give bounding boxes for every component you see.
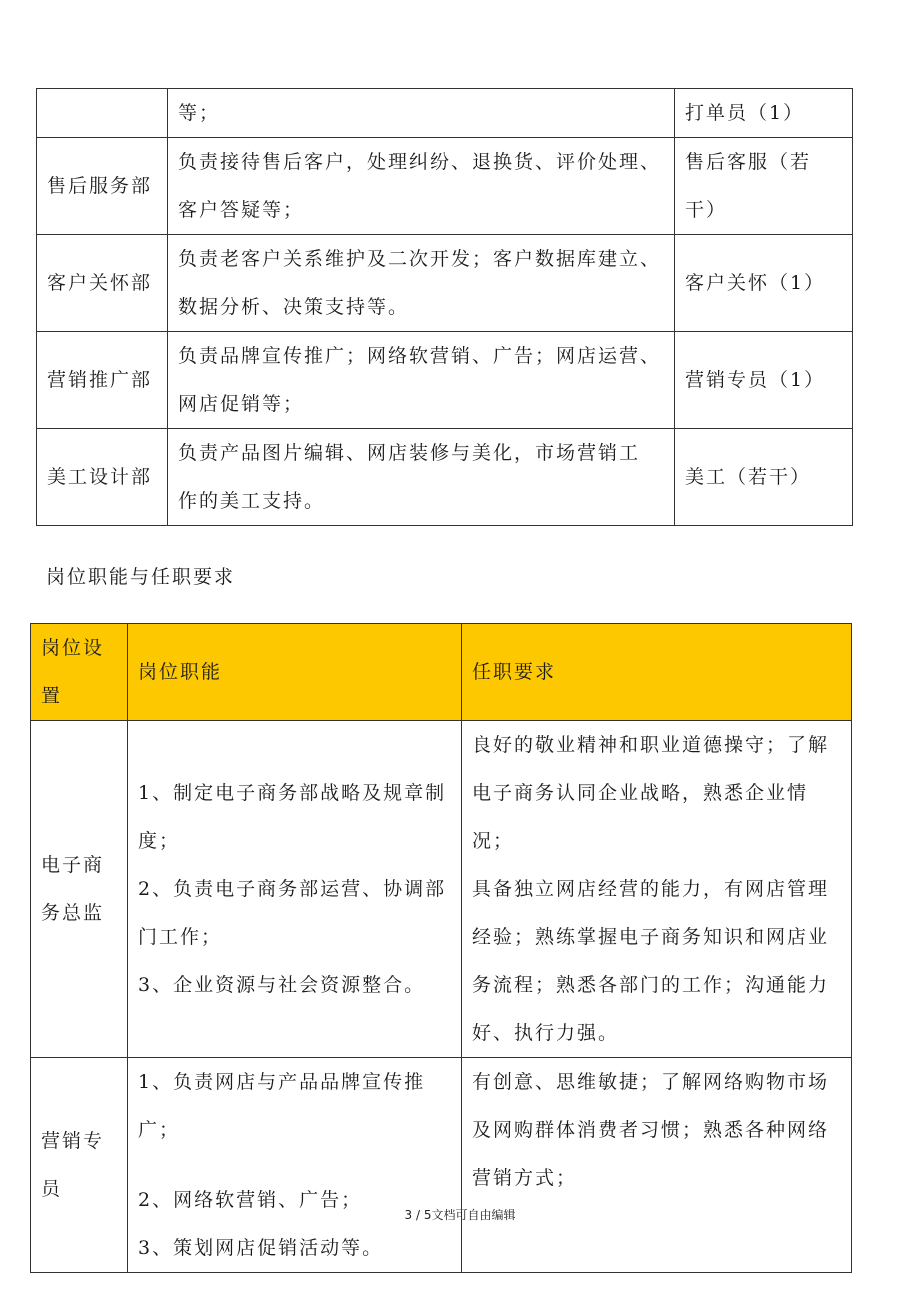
header-function-cell: 岗位职能 <box>128 624 462 721</box>
duty-cell: 负责产品图片编辑、网店装修与美化，市场营销工 作的美工支持。 <box>168 429 675 526</box>
staff-cell: 营销专员（1） <box>675 332 853 429</box>
department-cell: 客户关怀部 <box>37 235 168 332</box>
department-cell: 售后服务部 <box>37 138 168 235</box>
section-heading: 岗位职能与任职要求 <box>46 566 236 588</box>
duty-cell: 等； <box>168 89 675 138</box>
table-header-row <box>31 624 852 721</box>
staff-cell: 打单员（1） <box>675 89 853 138</box>
position-table <box>30 623 852 1273</box>
duty-cell: 负责品牌宣传推广；网络软营销、广告；网店运营、 网店促销等； <box>168 332 675 429</box>
header-requirement-cell: 任职要求 <box>462 624 852 721</box>
table-row <box>31 721 852 1058</box>
page-footer: 3 / 5文档可自由编辑 <box>404 1208 516 1222</box>
table-row <box>37 235 853 332</box>
functions-cell: 1、制定电子商务部战略及规章制 度； 2、负责电子商务部运营、协调部 门工作； 3、企业资源与社会资源整合。 <box>128 721 462 1058</box>
department-table <box>36 88 853 526</box>
requirements-cell: 良好的敬业精神和职业道德操守；了解 电子商务认同企业战略，熟悉企业情况； 具备独立网店经营的能力，有网店管理 经验；熟练掌握电子商务知识和网店业 务流程；熟悉各部门的工作；沟通能力 好、执行力强。 <box>462 721 852 1058</box>
table-row <box>37 332 853 429</box>
department-cell <box>37 89 168 138</box>
table-row <box>37 138 853 235</box>
staff-cell: 售后客服（若干） <box>675 138 853 235</box>
table-row <box>37 429 853 526</box>
requirements-cell: 有创意、思维敏捷；了解网络购物市场 及网购群体消费者习惯；熟悉各种网络 营销方式； <box>462 1058 852 1273</box>
staff-cell: 美工（若干） <box>675 429 853 526</box>
table-row <box>37 89 853 138</box>
department-cell: 美工设计部 <box>37 429 168 526</box>
duty-cell: 负责老客户关系维护及二次开发；客户数据库建立、 数据分析、决策支持等。 <box>168 235 675 332</box>
functions-cell: 1、负责网店与产品品牌宣传推广； 2、网络软营销、广告； 3、策划网店促销活动等。 <box>128 1058 462 1273</box>
position-cell: 电子商 务总监 <box>31 721 128 1058</box>
duty-cell: 负责接待售后客户，处理纠纷、退换货、评价处理、 客户答疑等； <box>168 138 675 235</box>
department-cell: 营销推广部 <box>37 332 168 429</box>
position-cell: 营销专 员 <box>31 1058 128 1273</box>
header-position-cell: 岗位设 置 <box>31 624 128 721</box>
table-row <box>31 1058 852 1273</box>
staff-cell: 客户关怀（1） <box>675 235 853 332</box>
